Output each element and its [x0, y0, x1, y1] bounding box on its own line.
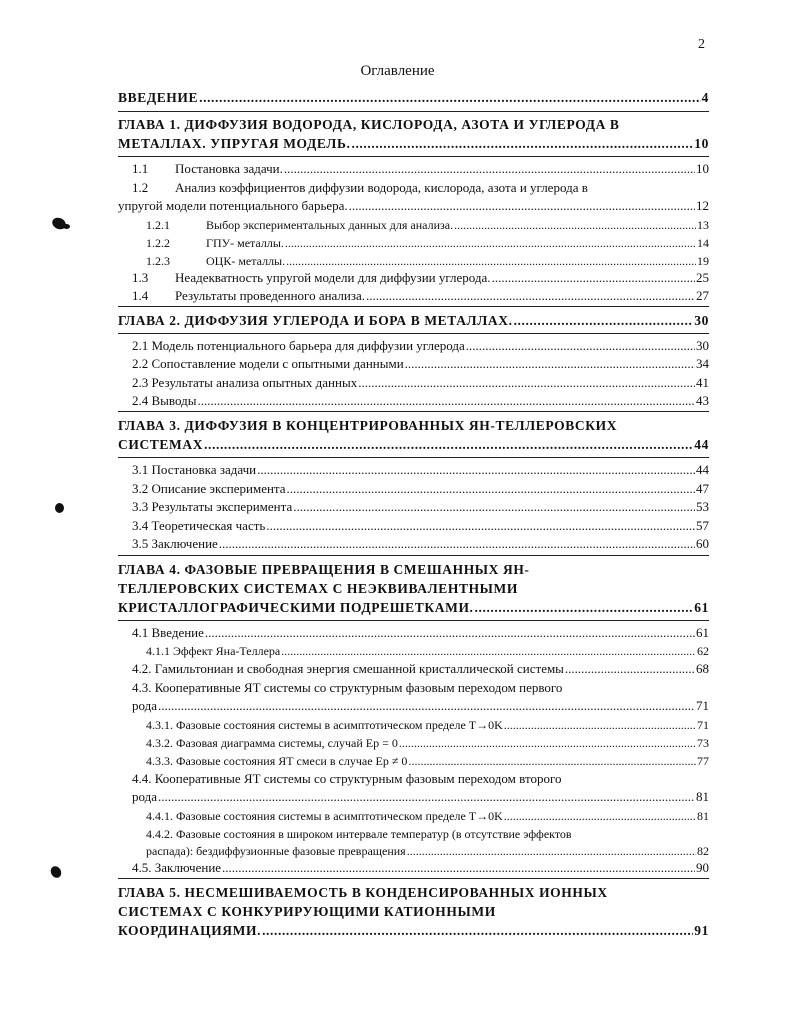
entry-page: 34: [696, 356, 709, 371]
entry-page: 10: [696, 161, 709, 176]
dot-leader: [504, 808, 696, 824]
dot-leader: [405, 356, 695, 372]
dot-leader: [293, 499, 695, 515]
toc-entry-4-4-1[interactable]: [118, 808, 709, 824]
toc-entry-4-3-2[interactable]: [118, 735, 709, 751]
toc-entry-3-5[interactable]: [118, 536, 709, 552]
toc-entry-3-4[interactable]: [118, 518, 709, 534]
entry-page: 81: [697, 809, 709, 823]
separator: [118, 411, 709, 412]
dot-leader: [158, 698, 695, 714]
page-number: 2: [698, 37, 705, 52]
entry-page: 61: [694, 600, 709, 615]
separator: [118, 555, 709, 556]
dot-leader: [504, 717, 696, 733]
entry-label: МЕТАЛЛАХ. УПРУГАЯ МОДЕЛЬ.: [118, 136, 351, 151]
dot-leader: [351, 135, 693, 153]
entry-label: Выбор экспериментальных данных для анализа.: [206, 218, 454, 232]
dot-leader: [266, 518, 695, 534]
entry-page: 68: [696, 661, 709, 676]
entry-label: 2.1 Модель потенциального барьера для диффузии углерода: [132, 338, 465, 353]
entry-label: ГПУ- металлы.: [206, 236, 284, 250]
entry-label: 3.5 Заключение: [132, 536, 218, 551]
entry-label: Анализ коэффициентов диффузии водорода, кислорода, азота и углерода в: [175, 180, 588, 195]
entry-page: 77: [697, 754, 709, 768]
entry-label: 2.3 Результаты анализа опытных данных: [132, 375, 358, 390]
entry-label: ОЦК- металлы.: [206, 254, 286, 268]
toc-entry-1-2[interactable]: [118, 198, 709, 214]
toc-title: Оглавление: [360, 63, 435, 79]
toc-entry-4-5[interactable]: [118, 860, 709, 876]
entry-page: 12: [696, 198, 709, 213]
toc-entry-1-2-1[interactable]: [118, 217, 709, 233]
dot-leader: [349, 198, 695, 214]
toc-chapter-3-line1[interactable]: ГЛАВА 3. ДИФФУЗИЯ В КОНЦЕНТРИРОВАННЫХ ЯН-ТЕЛЛЕРОВСКИХ: [118, 418, 618, 433]
entry-page: 14: [697, 236, 709, 250]
dot-leader: [281, 643, 696, 659]
entry-page: 44: [694, 437, 709, 452]
entry-label: 4.3.1. Фазовые состояния системы в асимптотическом пределе T→0K: [146, 718, 503, 732]
dot-leader: [399, 735, 696, 751]
toc-entry-3-3[interactable]: [118, 499, 709, 515]
dot-leader: [408, 753, 696, 769]
toc-entry-4-4-2-line1[interactable]: [118, 826, 709, 842]
entry-page: 25: [696, 270, 709, 285]
entry-label: 4.4. Кооперативные ЯТ системы со структурным фазовым переходом второго: [132, 771, 562, 786]
entry-label: 3.3 Результаты эксперимента: [132, 499, 293, 514]
entry-page: 62: [697, 644, 709, 658]
toc-chapter-2[interactable]: [118, 312, 709, 330]
toc-entry-3-2[interactable]: [118, 481, 709, 497]
entry-label: КООРДИНАЦИЯМИ.: [118, 923, 262, 938]
entry-number: 1.2: [132, 180, 149, 195]
entry-number: 1.1: [132, 161, 149, 176]
toc-entry-4-1-1[interactable]: [118, 643, 709, 659]
entry-label: ВВЕДЕНИЕ: [118, 90, 199, 105]
toc-chapter-4-line2[interactable]: ТЕЛЛЕРОВСКИХ СИСТЕМАХ С НЕЭКВИВАЛЕНТНЫМИ: [118, 581, 518, 596]
entry-label: упругой модели потенциального барьера.: [118, 198, 348, 213]
toc-entry-4-1[interactable]: [118, 625, 709, 641]
dot-leader: [262, 922, 693, 940]
toc-entry-4-3-1[interactable]: [118, 717, 709, 733]
entry-label: 2.4 Выводы: [132, 393, 197, 408]
entry-label: КРИСТАЛЛОГРАФИЧЕСКИМИ ПОДРЕШЕТКАМИ.: [118, 600, 474, 615]
dot-leader: [565, 661, 695, 677]
entry-page: 27: [696, 288, 709, 303]
scan-smudge: [63, 224, 70, 229]
entry-label: 4.1 Введение: [132, 625, 204, 640]
toc-entry-4-2[interactable]: [118, 661, 709, 677]
toc-entry-4-3-3[interactable]: [118, 753, 709, 769]
toc-chapter-5-line2[interactable]: СИСТЕМАХ С КОНКУРИРУЮЩИМИ КАТИОННЫМИ: [118, 904, 496, 919]
entry-page: 13: [697, 218, 709, 232]
toc-entry-1-4[interactable]: [118, 288, 709, 304]
entry-page: 81: [696, 789, 709, 804]
entry-label: 4.4.2. Фазовые состояния в широком интервале температур (в отсутствие эффектов: [146, 827, 572, 841]
toc-chapter-1-line1[interactable]: ГЛАВА 1. ДИФФУЗИЯ ВОДОРОДА, КИСЛОРОДА, АЗОТА И УГЛЕРОДА В: [118, 117, 620, 132]
dot-leader: [366, 288, 695, 304]
separator: [118, 333, 709, 334]
entry-label: СИСТЕМАХ: [118, 437, 204, 452]
entry-page: 90: [696, 860, 709, 875]
entry-label: 4.3. Кооперативные ЯТ системы со структурным фазовым переходом первого: [132, 680, 563, 695]
entry-label: 3.4 Теоретическая часть: [132, 518, 266, 533]
scan-smudge: [55, 503, 64, 513]
toc-chapter-4-line1[interactable]: ГЛАВА 4. ФАЗОВЫЕ ПРЕВРАЩЕНИЯ В СМЕШАННЫХ ЯН-: [118, 562, 530, 577]
scan-smudge: [49, 864, 64, 879]
entry-label: 4.4.1. Фазовые состояния системы в асимптотическом пределе T→0K: [146, 809, 503, 823]
dot-leader: [284, 161, 695, 177]
entry-page: 47: [696, 481, 709, 496]
entry-page: 61: [696, 625, 709, 640]
toc-entry-1-2-3[interactable]: [118, 253, 709, 269]
toc-entry-4-4-2[interactable]: [118, 843, 709, 859]
entry-page: 41: [696, 375, 709, 390]
separator: [118, 306, 709, 307]
toc-chapter-4[interactable]: [118, 599, 709, 617]
entry-page: 10: [694, 136, 709, 151]
entry-label: Результаты проведенного анализа.: [175, 288, 366, 303]
separator: [118, 620, 709, 621]
entry-label: 4.3.2. Фазовая диаграмма системы, случай Ep = 0: [146, 736, 398, 750]
entry-page: 43: [696, 393, 709, 408]
dot-leader: [454, 217, 696, 233]
entry-page: 4: [701, 90, 709, 105]
entry-number: 1.4: [132, 288, 149, 303]
entry-page: 82: [697, 844, 709, 858]
dot-leader: [514, 312, 694, 330]
entry-page: 44: [696, 462, 709, 477]
toc-chapter-5-line1[interactable]: ГЛАВА 5. НЕСМЕШИВАЕМОСТЬ В КОНДЕНСИРОВАННЫХ ИОННЫХ: [118, 885, 608, 900]
dot-leader: [466, 338, 695, 354]
entry-page: 71: [697, 718, 709, 732]
dot-leader: [407, 843, 696, 859]
entry-label: Постановка задачи.: [175, 161, 283, 176]
toc-entry-2-1[interactable]: [118, 338, 709, 354]
toc-entry-1-2-2[interactable]: [118, 235, 709, 251]
entry-page: 73: [697, 736, 709, 750]
entry-label: 4.2. Гамильтониан и свободная энергия смешанной кристаллической системы: [132, 661, 564, 676]
dot-leader: [158, 789, 695, 805]
dot-leader: [287, 481, 695, 497]
toc-entry-intro[interactable]: [118, 89, 709, 107]
toc-entry-3-1[interactable]: [118, 462, 709, 478]
toc-entry-2-3[interactable]: [118, 375, 709, 391]
separator: [118, 111, 709, 112]
entry-page: 60: [696, 536, 709, 551]
dot-leader: [286, 253, 696, 269]
entry-page: 30: [694, 313, 709, 328]
toc-entry-4-3-line1[interactable]: [118, 680, 709, 696]
entry-page: 30: [696, 338, 709, 353]
entry-number: 1.2.2: [146, 236, 170, 250]
dot-leader: [222, 860, 695, 876]
dot-leader: [285, 235, 696, 251]
toc-entry-1-2-line1[interactable]: [118, 180, 709, 196]
dot-leader: [204, 436, 693, 454]
dot-leader: [492, 270, 695, 286]
entry-label: 4.1.1 Эффект Яна-Теллера: [146, 644, 281, 658]
toc-entry-2-4[interactable]: [118, 393, 709, 409]
entry-label: рода: [132, 789, 158, 804]
separator: [118, 457, 709, 458]
entry-page: 71: [696, 698, 709, 713]
separator: [118, 156, 709, 157]
dot-leader: [219, 536, 695, 552]
entry-number: 1.2.1: [146, 218, 170, 232]
entry-number: 1.2.3: [146, 254, 170, 268]
dot-leader: [475, 599, 694, 617]
toc-entry-4-4-line1[interactable]: [118, 771, 709, 787]
entry-label: 4.5. Заключение: [132, 860, 222, 875]
entry-page: 53: [696, 499, 709, 514]
dot-leader: [358, 375, 695, 391]
entry-page: 91: [694, 923, 709, 938]
toc-entry-1-3[interactable]: [118, 270, 709, 286]
dot-leader: [199, 89, 701, 107]
toc-chapter-3[interactable]: [118, 436, 709, 454]
entry-label: 3.1 Постановка задачи: [132, 462, 257, 477]
toc-entry-2-2[interactable]: [118, 356, 709, 372]
entry-number: 1.3: [132, 270, 149, 285]
entry-label: 3.2 Описание эксперимента: [132, 481, 286, 496]
dot-leader: [257, 462, 695, 478]
dot-leader: [197, 393, 695, 409]
entry-label: 2.2 Сопоставление модели с опытными данными: [132, 356, 404, 371]
entry-label: рода: [132, 698, 158, 713]
toc-entry-4-3[interactable]: [118, 698, 709, 714]
toc-chapter-1[interactable]: [118, 135, 709, 153]
dot-leader: [205, 625, 695, 641]
entry-label: Неадекватность упругой модели для диффузии углерода.: [175, 270, 491, 285]
entry-label: 4.3.3. Фазовые состояния ЯТ смеси в случае Ep ≠ 0: [146, 754, 408, 768]
toc-chapter-5[interactable]: [118, 922, 709, 940]
toc-entry-4-4[interactable]: [118, 789, 709, 805]
separator: [118, 878, 709, 879]
entry-page: 57: [696, 518, 709, 533]
entry-label: распада): бездиффузионные фазовые превращения: [146, 844, 406, 858]
entry-page: 19: [697, 254, 709, 268]
toc-entry-1-1[interactable]: [118, 161, 709, 177]
entry-label: ГЛАВА 2. ДИФФУЗИЯ УГЛЕРОДА И БОРА В МЕТАЛЛАХ.: [118, 313, 513, 328]
